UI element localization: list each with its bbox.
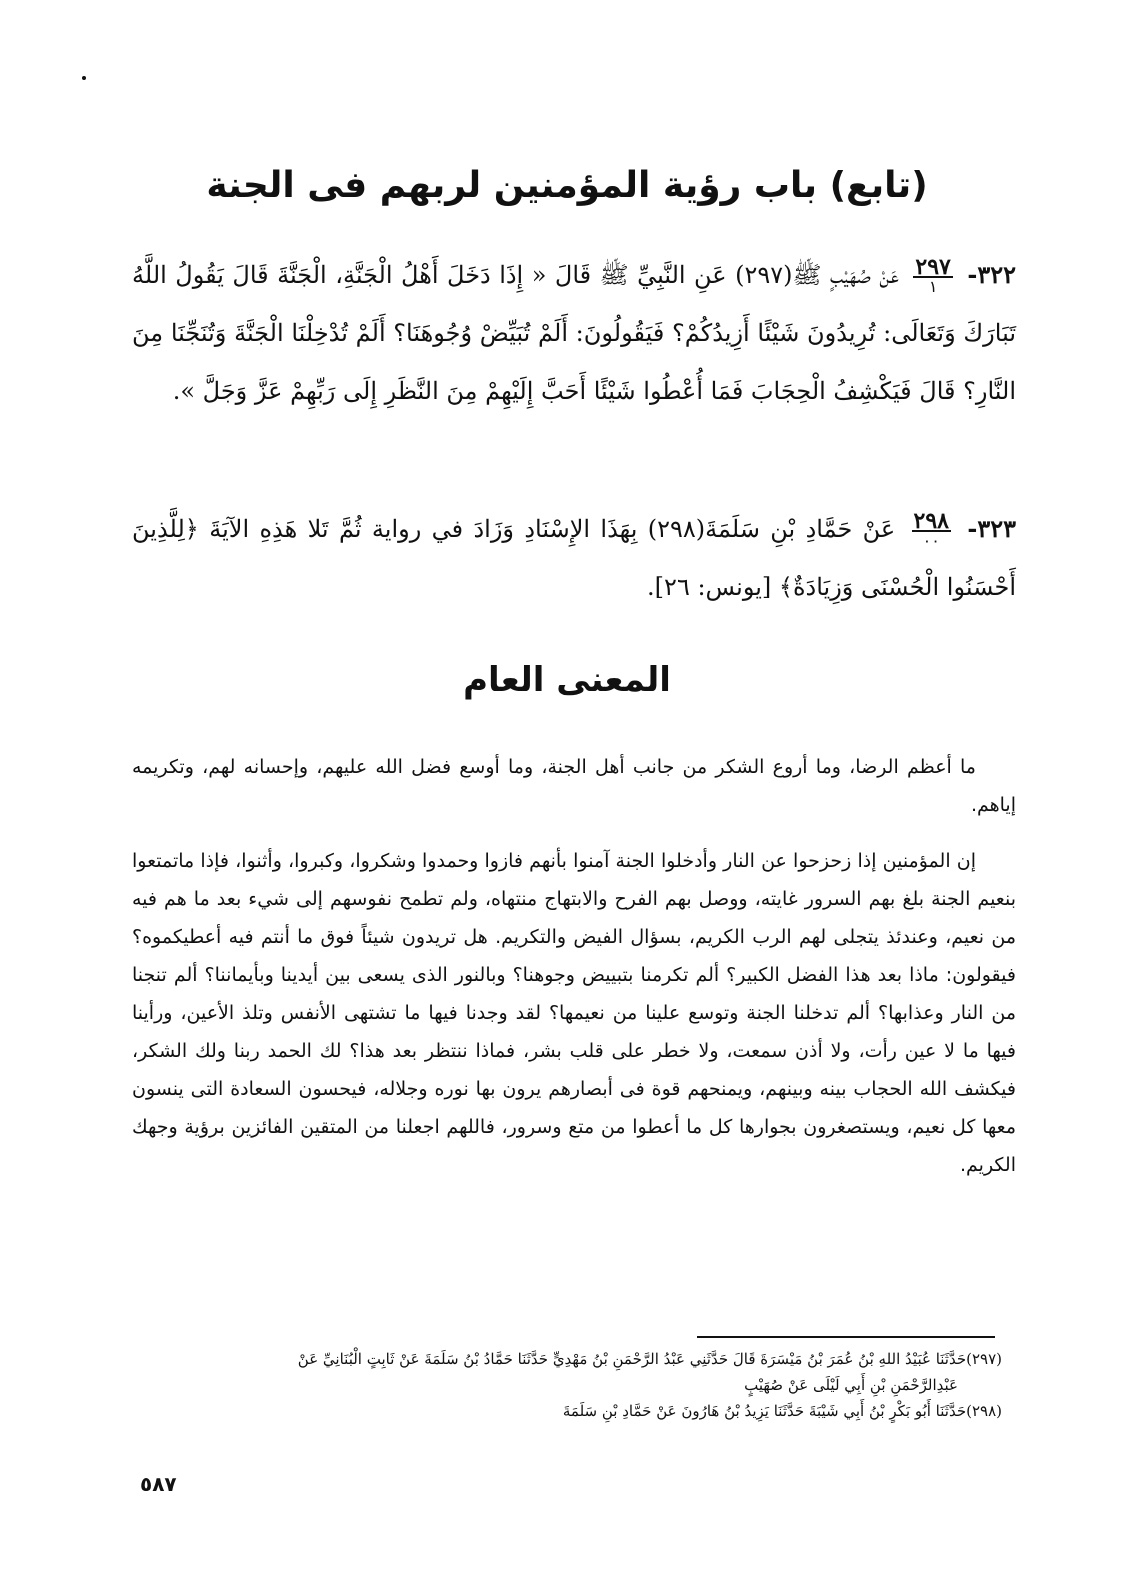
hadith-number: ٣٢٣-	[967, 514, 1016, 543]
reference-bottom: ١	[928, 276, 938, 296]
footnote-divider	[697, 1336, 995, 1338]
reference-bottom: ٠٠	[922, 530, 940, 550]
page-number: ٥٨٧	[140, 1472, 177, 1496]
footnote-298: (٢٩٨)حَدَّثَنَا أَبُو بَكْرٍ بْنُ أَبِي شَيْبَةَ حَدَّثَنَا يَزِيدُ بْنُ هَارُونَ عَنْ حَمَّادِ بْنِ سَلَمَةَ	[562, 1402, 1002, 1420]
section-heading: المعنى العام	[463, 660, 671, 700]
footnote-297: (٢٩٧)حَدَّثَنَا عُبَيْدُ اللهِ بْنُ عُمَرَ بْنُ مَيْسَرَةَ قَالَ حَدَّثَنِي عَبْدُ الرَّحْمَنِ بْنُ مَهْدِيٍّ حَدَّثَنَا حَمَّادُ بْنُ سَلَمَةَ عَنْ ثَابِتٍ الْبُنَانِيِّ عَنْ	[297, 1350, 1002, 1368]
hadith-text: عَنْ حَمَّادِ بْنِ سَلَمَةَ(٢٩٨) بِهَذَا الإِسْنَادِ وَزَادَ في رواية ثُمَّ تَلا هَذِهِ الآيَةَ ﴿لِلَّذِينَ أَحْسَنُوا الْحُسْنَى وَزِيَادَةٌ﴾ [يونس: ٢٦].	[132, 515, 1016, 601]
hadith-322	[132, 246, 1016, 420]
page-title: (تابع) باب رؤية المؤمنين لربهم فى الجنة	[206, 165, 928, 206]
commentary-paragraph-1: ما أعظم الرضا، وما أروع الشكر من جانب أهل الجنة، وما أوسع فضل الله عليهم، وإحسانه لهم، وتكريمه إياهم.	[132, 756, 1016, 816]
footnotes	[130, 1346, 1002, 1424]
hadith-number: ٣٢٢-	[967, 260, 1016, 289]
reference-top: ٢٩٧	[915, 253, 951, 280]
commentary-paragraph-2: إن المؤمنين إذا زحزحوا عن النار وأدخلوا الجنة آمنوا بأنهم فازوا وحمدوا وشكروا، وكبروا، وأثنوا، فإذا ماتمتعوا بنعيم الجنة بلغ بهم السرور غايته، ووصل بهم الفرح والابتهاج منتهاه، ولم تطمح نفوسهم إلى شيء بعد ما هم فيه من نعيم، وعندئذ يتجلى لهم الرب الكريم، بسؤال الفيض والتكريم. هل تريدون شيئاً فوق ما أنتم فيه أعطيكموه؟ فيقولون: ماذا بعد هذا الفضل الكبير؟ ألم تكرمنا بتبييض وجوهنا؟ وبالنور الذى يسعى بين أيدينا وبأيماننا؟ ألم تنجنا من النار وعذابها؟ ألم تدخلنا الجنة وتوسع علينا من نعيمها؟ لقد وجدنا فيها ما تشتهى الأنفس وتلذ الأعين، ورأينا فيها ما لا عين رأت، ولا أذن سمعت، ولا خطر على قلب بشر، فماذا ننتظر بعد هذا؟ لك الحمد ربنا ولك الشكر، فيكشف الله الحجاب بينه وبينهم، ويمنحهم قوة فى أبصارهم يرون بها نوره وجلاله، فيحسون السعادة التى ينسون معها كل نعيم، ويستصغرون بجوارها كل ما أعطوا من متع وسرور، فاللهم اجعلنا من المتقين الفائزين برؤية وجهك الكريم.	[132, 850, 1016, 1176]
hadith-reference	[913, 253, 952, 296]
hadith-text: عَنْ صُهَيْبٍ ﷺ(٢٩٧) عَنِ النَّبِيِّ ﷺ قَالَ « إِذَا دَخَلَ أَهْلُ الْجَنَّةِ، الْجَنَّةَ قَالَ يَقُولُ اللَّهُ تَبَارَكَ وَتَعَالَى: تُرِيدُونَ شَيْئًا أَزِيدُكُمْ؟ فَيَقُولُونَ: أَلَمْ تُبَيِّضْ وُجُوهَنَا؟ أَلَمْ تُدْخِلْنَا الْجَنَّةَ وَتُنَجِّنَا مِنَ النَّارِ؟ قَالَ فَيَكْشِفُ الْحِجَابَ فَمَا أُعْطُوا شَيْئًا أَحَبَّ إِلَيْهِمْ مِنَ النَّظَرِ إِلَى رَبِّهِمْ عَزَّ وَجَلَّ ».	[132, 261, 1016, 405]
speck-mark	[82, 76, 86, 80]
hadith-reference	[912, 507, 951, 550]
reference-top: ٢٩٨	[913, 507, 949, 534]
hadith-323	[132, 500, 1016, 616]
footnote-297-continued: عَبْدِالرَّحْمَنِ بْنِ أَبِي لَيْلَى عَنْ صُهَيْبٍ	[744, 1376, 958, 1394]
